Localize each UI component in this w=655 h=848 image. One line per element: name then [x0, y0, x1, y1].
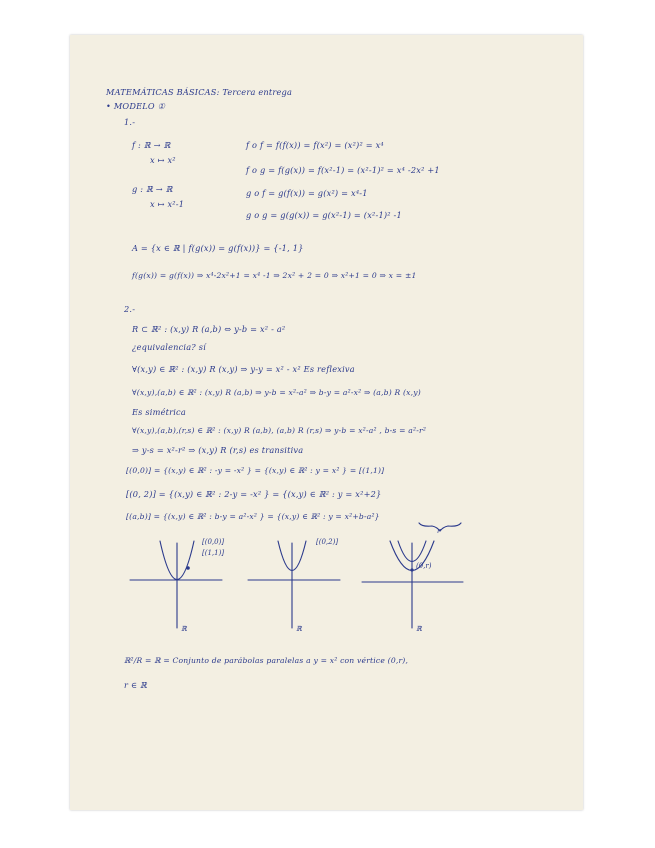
composition-fog: f o g = f(g(x)) = f(x²-1) = (x²-1)² = x⁴ -2x² +1 [246, 165, 440, 175]
composition-fof: f o f = f(f(x)) = f(x²) = (x²)² = x⁴ [246, 140, 384, 150]
composition-gof: g o f = g(f(x)) = g(x²) = x⁴-1 [246, 188, 368, 198]
transitive-property-line-2: ⇒ y-s = x²-r² ⇒ (x,y) R (r,s) es transitiva [132, 445, 304, 455]
f-mapping: x ↦ x² [150, 155, 176, 165]
class-0-2: [(0, 2)] = {(x,y) ∈ ℝ² : 2-y = -x² } = {(x,y) ∈ ℝ² : y = x²+2} [126, 489, 382, 499]
quotient-set-continued: r ∈ ℝ [124, 680, 147, 690]
g-definition: g : ℝ → ℝ [132, 184, 173, 194]
graph-2-label: [(0,2)] [316, 538, 339, 546]
symmetric-property: ∀(x,y),(a,b) ∈ ℝ² : (x,y) R (a,b) ⇒ y-b = x²-a² ⇒ b-y = a²-x² ⇒ (a,b) R (x,y) [132, 388, 421, 397]
graph-1-axis-label: ℝ [181, 625, 187, 633]
equivalence-question: ¿equivalencia? sí [132, 342, 206, 352]
graph-1-label-b: [(1,1)] [202, 549, 225, 557]
graph-1-label-a: [(0,0)] [202, 538, 225, 546]
class-a-b: [(a,b)] = {(x,y) ∈ ℝ² : b-y = a²-x² } = {(x,y) ∈ ℝ² : y = x²+b-a²} [126, 512, 380, 521]
exercise-1-number: 1.- [124, 117, 136, 127]
reflexive-property: ∀(x,y) ∈ ℝ² : (x,y) R (x,y) ⇒ y-y = x² - x² Es reflexiva [132, 364, 355, 374]
f-definition: f : ℝ → ℝ [132, 140, 171, 150]
set-a-definition: A = {x ∈ ℝ | f(g(x)) = g(f(x))} = {-1, 1} [132, 243, 304, 253]
page-title: MATEMÁTICAS BÁSICAS: Tercera entrega [106, 87, 293, 97]
brace-under-b-minus-a-squared [419, 523, 461, 531]
graph-2-axis-label: ℝ [296, 625, 302, 633]
g-mapping: x ↦ x²-1 [150, 199, 185, 209]
graph-3-axis-label: ℝ [416, 625, 422, 633]
r-annotation: r [437, 527, 441, 535]
class-0-0: [(0,0)] = {(x,y) ∈ ℝ² : -y = -x² } = {(x,y) ∈ ℝ² : y = x² } = [(1,1)] [126, 466, 385, 475]
equation-solution: f(g(x)) = g(f(x)) ⇒ x⁴-2x²+1 = x⁴ -1 ⇒ 2x² + 2 = 0 ⇒ x²+1 = 0 ⇒ x = ±1 [132, 271, 417, 280]
graph-3-label: (0,r) [416, 562, 432, 570]
exercise-2-number: 2.- [124, 304, 136, 314]
quotient-set: ℝ²/R = ℝ = Conjunto de parábolas paralelas a y = x² con vértice (0,r), [124, 656, 409, 665]
graph-1-point [186, 566, 190, 570]
relation-definition: R ⊂ ℝ² : (x,y) R (a,b) ⇔ y-b = x² - a² [132, 324, 286, 334]
symmetric-conclusion: Es simétrica [132, 407, 186, 417]
transitive-property-line-1: ∀(x,y),(a,b),(r,s) ∈ ℝ² : (x,y) R (a,b), (a,b) R (r,s) ⇒ y-b = x²-a² , b-s = a²-r² [132, 426, 427, 435]
composition-gog: g o g = g(g(x)) = g(x²-1) = (x²-1)² -1 [246, 210, 402, 220]
graph-3-vertex [410, 568, 413, 571]
model-label: • MODELO ① [106, 101, 166, 111]
